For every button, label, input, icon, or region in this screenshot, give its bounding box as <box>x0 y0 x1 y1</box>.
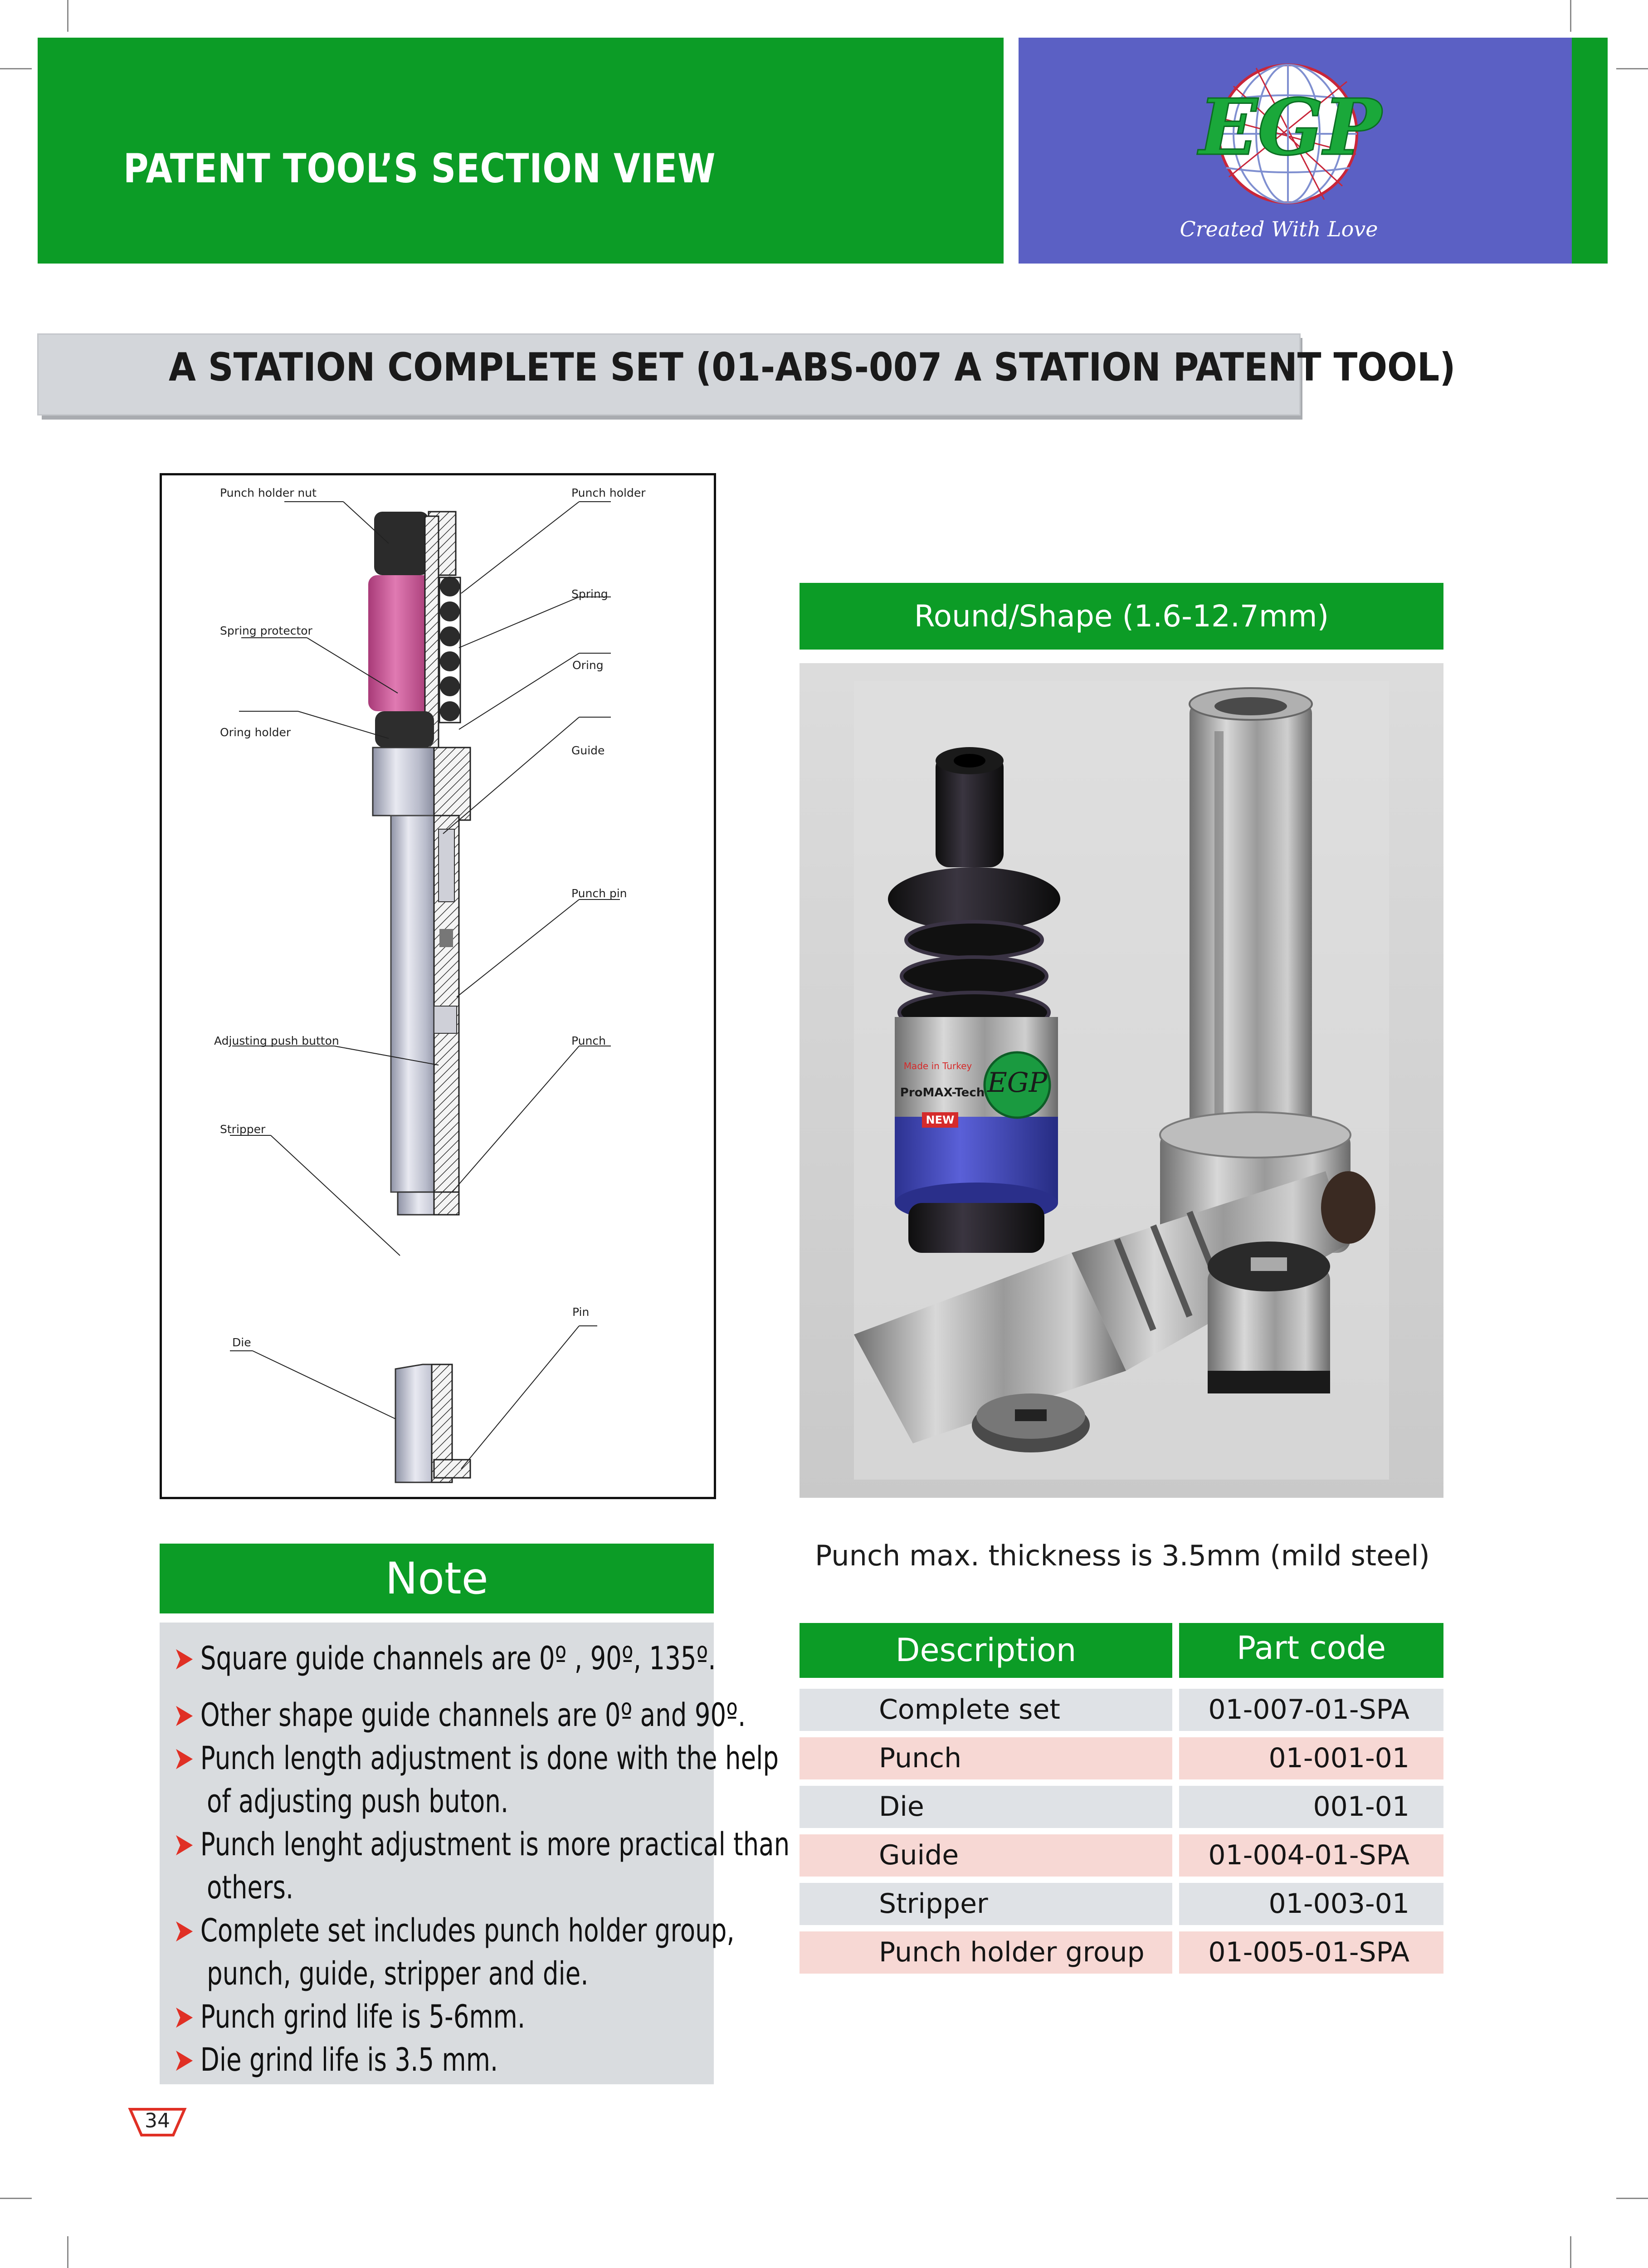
callout-oring: Oring <box>572 659 604 672</box>
table-row: Complete set <box>800 1689 1172 1731</box>
table-row: 01-001-01 <box>1179 1737 1443 1779</box>
tool-set-photo <box>800 663 1443 1498</box>
note-item: ➤ Complete set includes punch holder group, <box>173 1912 735 1949</box>
note-item-continuation: of adjusting push buton. <box>207 1783 509 1820</box>
svg-text:EGP: EGP <box>1199 82 1382 173</box>
table-row: Guide <box>800 1834 1172 1877</box>
note-item: ➤ Die grind life is 3.5 mm. <box>173 2041 498 2078</box>
note-item: ➤ Square guide channels are 0º , 90º, 135º. <box>173 1640 716 1677</box>
table-row: Stripper <box>800 1883 1172 1925</box>
table-row: 01-003-01 <box>1179 1883 1443 1925</box>
svg-text:Made in Turkey: Made in Turkey <box>903 1061 972 1071</box>
callout-punch-pin: Punch pin <box>571 887 627 900</box>
arrow-bullet-icon: ➤ <box>173 1912 194 1949</box>
table-header-description: Description <box>800 1623 1172 1678</box>
callout-punch: Punch <box>571 1034 606 1047</box>
table-header-part-code: Part code <box>1179 1623 1443 1678</box>
callout-punch-holder-nut: Punch holder nut <box>220 486 317 499</box>
crop-mark <box>0 2198 32 2199</box>
table-row: 01-004-01-SPA <box>1179 1834 1443 1877</box>
crop-mark <box>1616 68 1648 69</box>
page-number: 34 <box>145 2109 170 2132</box>
crop-mark <box>67 0 68 32</box>
note-item: ➤ Punch length adjustment is done with the help <box>173 1740 779 1777</box>
table-row: 01-005-01-SPA <box>1179 1931 1443 1974</box>
note-item: ➤ Punch grind life is 5-6mm. <box>173 1998 526 2035</box>
section-title: A STATION COMPLETE SET (01-ABS-007 A STATION PATENT TOOL) <box>169 345 1456 390</box>
header-accent-strip <box>1572 38 1608 264</box>
note-item: ➤ Punch lenght adjustment is more practical than <box>173 1826 790 1863</box>
callout-oring-holder: Oring holder <box>220 726 291 739</box>
crop-mark <box>67 2236 68 2268</box>
note-item-continuation: punch, guide, stripper and die. <box>207 1955 589 1992</box>
logo-tagline: Created With Love <box>1180 217 1378 241</box>
arrow-bullet-icon: ➤ <box>173 1640 194 1677</box>
table-row: Punch holder group <box>800 1931 1172 1974</box>
table-row: Punch <box>800 1737 1172 1779</box>
callout-stripper: Stripper <box>220 1123 266 1136</box>
thickness-note: Punch max. thickness is 3.5mm (mild steel) <box>815 1539 1430 1572</box>
svg-text:EGP: EGP <box>987 1067 1048 1099</box>
arrow-bullet-icon: ➤ <box>173 1998 194 2035</box>
crop-mark <box>1570 2236 1571 2268</box>
callout-guide: Guide <box>571 744 605 757</box>
svg-text:ProMAX-Tech: ProMAX-Tech <box>900 1086 985 1100</box>
table-row: 001-01 <box>1179 1786 1443 1828</box>
crop-mark <box>1616 2198 1648 2199</box>
arrow-bullet-icon: ➤ <box>173 1826 194 1863</box>
arrow-bullet-icon: ➤ <box>173 1740 194 1777</box>
table-row: 01-007-01-SPA <box>1179 1689 1443 1731</box>
callout-punch-holder: Punch holder <box>571 486 646 499</box>
crop-mark <box>1570 0 1571 32</box>
callout-spring-protector: Spring protector <box>220 624 312 637</box>
crop-mark <box>0 68 32 69</box>
arrow-bullet-icon: ➤ <box>173 1696 194 1734</box>
callout-die: Die <box>232 1336 251 1349</box>
note-header: Note <box>160 1544 714 1613</box>
callout-adjusting-push-button: Adjusting push button <box>214 1034 339 1047</box>
page-title: PATENT TOOL’S SECTION VIEW <box>123 145 716 192</box>
table-row: Die <box>800 1786 1172 1828</box>
arrow-bullet-icon: ➤ <box>173 2041 194 2078</box>
note-item-continuation: others. <box>207 1869 294 1906</box>
note-item: ➤ Other shape guide channels are 0º and 90º. <box>173 1696 746 1734</box>
callout-spring: Spring <box>571 587 608 601</box>
callout-pin: Pin <box>572 1305 590 1319</box>
size-range-header: Round/Shape (1.6-12.7mm) <box>800 583 1443 650</box>
globe-logo-icon <box>1188 50 1415 213</box>
svg-text:NEW: NEW <box>926 1114 955 1126</box>
